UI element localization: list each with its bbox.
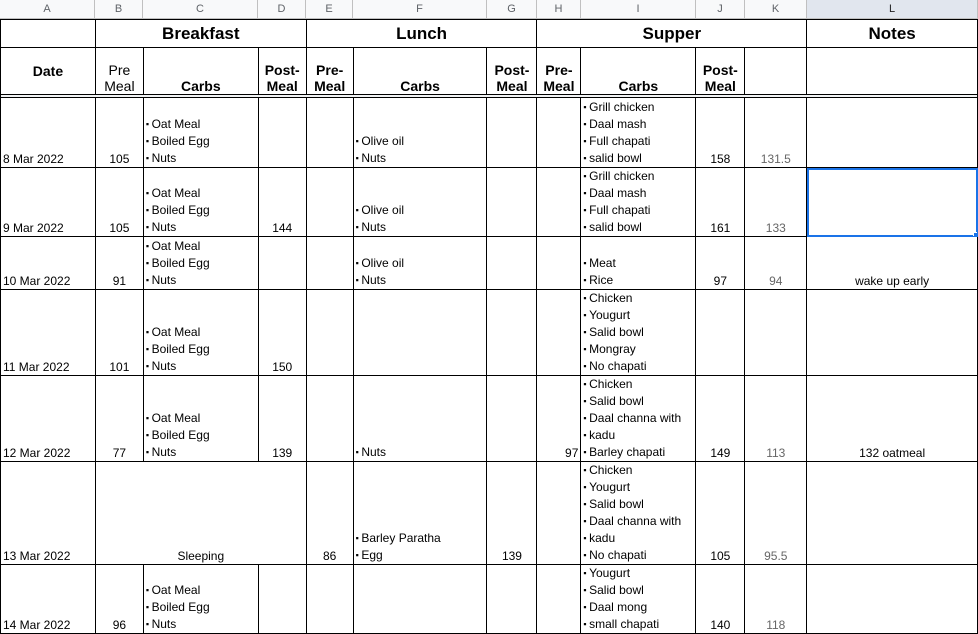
date-cell[interactable]: 12 Mar 2022 — [1, 376, 96, 462]
lunch-post-cell[interactable] — [487, 376, 537, 462]
column-header-f[interactable]: F — [353, 0, 487, 18]
table-row — [1, 462, 978, 565]
breakfast-group-header[interactable]: Breakfast — [95, 20, 306, 48]
table-row — [1, 98, 978, 168]
date-cell[interactable]: 10 Mar 2022 — [1, 237, 96, 290]
breakfast-carbs-cell[interactable]: ▪ Oat Meal ▪ Boiled Egg ▪ Nuts — [143, 237, 258, 290]
column-header-h[interactable]: H — [537, 0, 581, 18]
lunch-pre-cell[interactable] — [306, 237, 353, 290]
lunch-post-cell[interactable] — [487, 290, 537, 376]
supper-post-cell[interactable]: 140 — [696, 565, 745, 634]
date-cell[interactable]: 9 Mar 2022 — [1, 168, 96, 237]
k-value-cell[interactable]: 95.5 — [745, 462, 807, 565]
column-header-l[interactable]: L — [807, 0, 978, 18]
notes-cell[interactable]: 132 oatmeal — [807, 376, 978, 462]
breakfast-sleeping-cell[interactable]: Sleeping — [95, 462, 306, 565]
k-value-cell[interactable]: 118 — [745, 565, 807, 634]
breakfast-post-cell[interactable] — [258, 565, 306, 634]
breakfast-pre-cell[interactable]: 105 — [95, 168, 143, 237]
k-value-cell[interactable]: 113 — [745, 376, 807, 462]
supper-carbs-header[interactable]: Carbs — [581, 48, 696, 95]
date-header[interactable]: Date — [1, 48, 96, 95]
breakfast-pre-cell[interactable]: 77 — [95, 376, 143, 462]
k-value-cell[interactable] — [745, 290, 807, 376]
table-row — [1, 565, 978, 634]
supper-pre-cell[interactable] — [537, 237, 581, 290]
date-cell[interactable]: 11 Mar 2022 — [1, 290, 96, 376]
supper-post-cell[interactable]: 158 — [696, 98, 745, 168]
lunch-carbs-cell[interactable]: ▪ Barley Paratha ▪ Egg — [353, 462, 487, 565]
table-row — [1, 237, 978, 290]
column-header-e[interactable]: E — [306, 0, 353, 18]
supper-post-cell[interactable] — [696, 290, 745, 376]
lunch-carbs-cell[interactable]: ▪ Nuts — [353, 376, 487, 462]
lunch-carbs-cell[interactable]: ▪ Olive oil ▪ Nuts — [353, 98, 487, 168]
supper-pre-cell[interactable]: 97 — [537, 376, 581, 462]
supper-pre-cell[interactable] — [537, 168, 581, 237]
breakfast-pre-meal-header[interactable]: Pre Meal — [95, 48, 143, 95]
breakfast-post-cell[interactable]: 144 — [258, 168, 306, 237]
breakfast-pre-cell[interactable]: 91 — [95, 237, 143, 290]
notes-cell[interactable]: wake up early — [807, 237, 978, 290]
column-header-c[interactable]: C — [143, 0, 258, 18]
lunch-pre-cell[interactable]: 86 — [306, 462, 353, 565]
column-header-i[interactable]: I — [581, 0, 696, 18]
breakfast-pre-cell[interactable]: 101 — [95, 290, 143, 376]
table-row — [1, 290, 978, 376]
notes-cell-selected[interactable] — [807, 168, 978, 237]
supper-carbs-cell[interactable]: ▪ Yougurt ▪ Salid bowl ▪ Daal mong ▪ small chapati — [581, 565, 696, 634]
supper-post-cell[interactable]: 149 — [696, 376, 745, 462]
lunch-pre-cell[interactable] — [306, 565, 353, 634]
lunch-carbs-cell[interactable]: ▪ Olive oil ▪ Nuts — [353, 237, 487, 290]
lunch-post-cell[interactable]: 139 — [487, 462, 537, 565]
date-cell[interactable]: 13 Mar 2022 — [1, 462, 96, 565]
supper-post-cell[interactable]: 161 — [696, 168, 745, 237]
table-row — [1, 168, 978, 237]
lunch-post-cell[interactable] — [487, 237, 537, 290]
supper-pre-cell[interactable] — [537, 565, 581, 634]
column-header-b[interactable]: B — [95, 0, 143, 18]
lunch-carbs-header[interactable]: Carbs — [353, 48, 487, 95]
column-header-k[interactable]: K — [745, 0, 807, 18]
lunch-post-meal-header[interactable]: Post-Meal — [487, 48, 537, 95]
lunch-carbs-cell[interactable] — [353, 290, 487, 376]
lunch-pre-meal-header[interactable]: Pre-Meal — [306, 48, 353, 95]
column-header-a[interactable]: A — [0, 0, 95, 18]
breakfast-post-cell[interactable] — [258, 237, 306, 290]
breakfast-post-cell[interactable] — [258, 98, 306, 168]
notes-group-header[interactable]: Notes — [807, 20, 978, 48]
lunch-carbs-cell[interactable]: ▪ Olive oil ▪ Nuts — [353, 168, 487, 237]
breakfast-carbs-cell[interactable]: ▪ Oat Meal ▪ Boiled Egg ▪ Nuts — [143, 168, 258, 237]
supper-carbs-cell[interactable]: ▪ Chicken ▪ Salid bowl ▪ Daal channa with ▪ kadu ▪ Barley chapati — [581, 376, 696, 462]
breakfast-post-cell[interactable]: 139 — [258, 376, 306, 462]
supper-carbs-cell[interactable]: ▪ Chicken ▪ Yougurt ▪ Salid bowl ▪ Mongray ▪ No chapati — [581, 290, 696, 376]
supper-group-header[interactable]: Supper — [537, 20, 807, 48]
k-value-cell[interactable]: 94 — [745, 237, 807, 290]
lunch-post-cell[interactable] — [487, 168, 537, 237]
lunch-post-cell[interactable] — [487, 98, 537, 168]
breakfast-pre-cell[interactable]: 105 — [95, 98, 143, 168]
notes-cell[interactable] — [807, 462, 978, 565]
lunch-pre-cell[interactable] — [306, 290, 353, 376]
lunch-pre-cell[interactable] — [306, 376, 353, 462]
lunch-group-header[interactable]: Lunch — [306, 20, 537, 48]
column-header-j[interactable]: J — [696, 0, 745, 18]
supper-post-meal-header[interactable]: Post-Meal — [696, 48, 745, 95]
supper-carbs-cell[interactable]: ▪ Grill chicken ▪ Daal mash ▪ Full chapati ▪ salid bowl — [581, 98, 696, 168]
notes-subheader-cell[interactable] — [807, 48, 978, 95]
breakfast-pre-cell[interactable]: 96 — [95, 565, 143, 634]
k-value-cell[interactable]: 133 — [745, 168, 807, 237]
header-k-cell[interactable] — [745, 48, 807, 95]
header-empty-cell[interactable] — [1, 20, 96, 48]
k-value-cell[interactable]: 131.5 — [745, 98, 807, 168]
column-header-bar — [0, 0, 978, 19]
lunch-pre-cell[interactable] — [306, 98, 353, 168]
supper-carbs-cell[interactable]: ▪ Meat ▪ Rice — [581, 237, 696, 290]
fill-handle[interactable] — [973, 232, 978, 237]
breakfast-post-cell[interactable]: 150 — [258, 290, 306, 376]
table-row — [1, 376, 978, 462]
breakfast-post-meal-header[interactable]: Post-Meal — [258, 48, 306, 95]
supper-post-cell[interactable]: 105 — [696, 462, 745, 565]
lunch-pre-cell[interactable] — [306, 168, 353, 237]
column-header-g[interactable]: G — [487, 0, 537, 18]
spreadsheet-grid — [0, 19, 978, 634]
breakfast-carbs-cell[interactable]: ▪ Oat Meal ▪ Boiled Egg ▪ Nuts — [143, 565, 258, 634]
supper-carbs-cell[interactable]: ▪ Chicken ▪ Yougurt ▪ Salid bowl ▪ Daal channa with ▪ kadu ▪ No chapati — [581, 462, 696, 565]
date-cell[interactable]: 14 Mar 2022 — [1, 565, 96, 634]
breakfast-carbs-cell[interactable]: ▪ Oat Meal ▪ Boiled Egg ▪ Nuts — [143, 290, 258, 376]
supper-pre-cell[interactable] — [537, 98, 581, 168]
lunch-post-cell[interactable] — [487, 565, 537, 634]
supper-pre-cell[interactable] — [537, 462, 581, 565]
column-header-d[interactable]: D — [258, 0, 306, 18]
lunch-carbs-cell[interactable] — [353, 565, 487, 634]
breakfast-carbs-header[interactable]: Carbs — [143, 48, 258, 95]
supper-carbs-cell[interactable]: ▪ Grill chicken ▪ Daal mash ▪ Full chapati ▪ salid bowl — [581, 168, 696, 237]
notes-cell[interactable] — [807, 565, 978, 634]
supper-pre-meal-header[interactable]: Pre-Meal — [537, 48, 581, 95]
notes-cell[interactable] — [807, 290, 978, 376]
supper-post-cell[interactable]: 97 — [696, 237, 745, 290]
breakfast-carbs-cell[interactable]: ▪ Oat Meal ▪ Boiled Egg ▪ Nuts — [143, 376, 258, 462]
breakfast-carbs-cell[interactable]: ▪ Oat Meal ▪ Boiled Egg ▪ Nuts — [143, 98, 258, 168]
date-cell[interactable]: 8 Mar 2022 — [1, 98, 96, 168]
supper-pre-cell[interactable] — [537, 290, 581, 376]
notes-cell[interactable] — [807, 98, 978, 168]
